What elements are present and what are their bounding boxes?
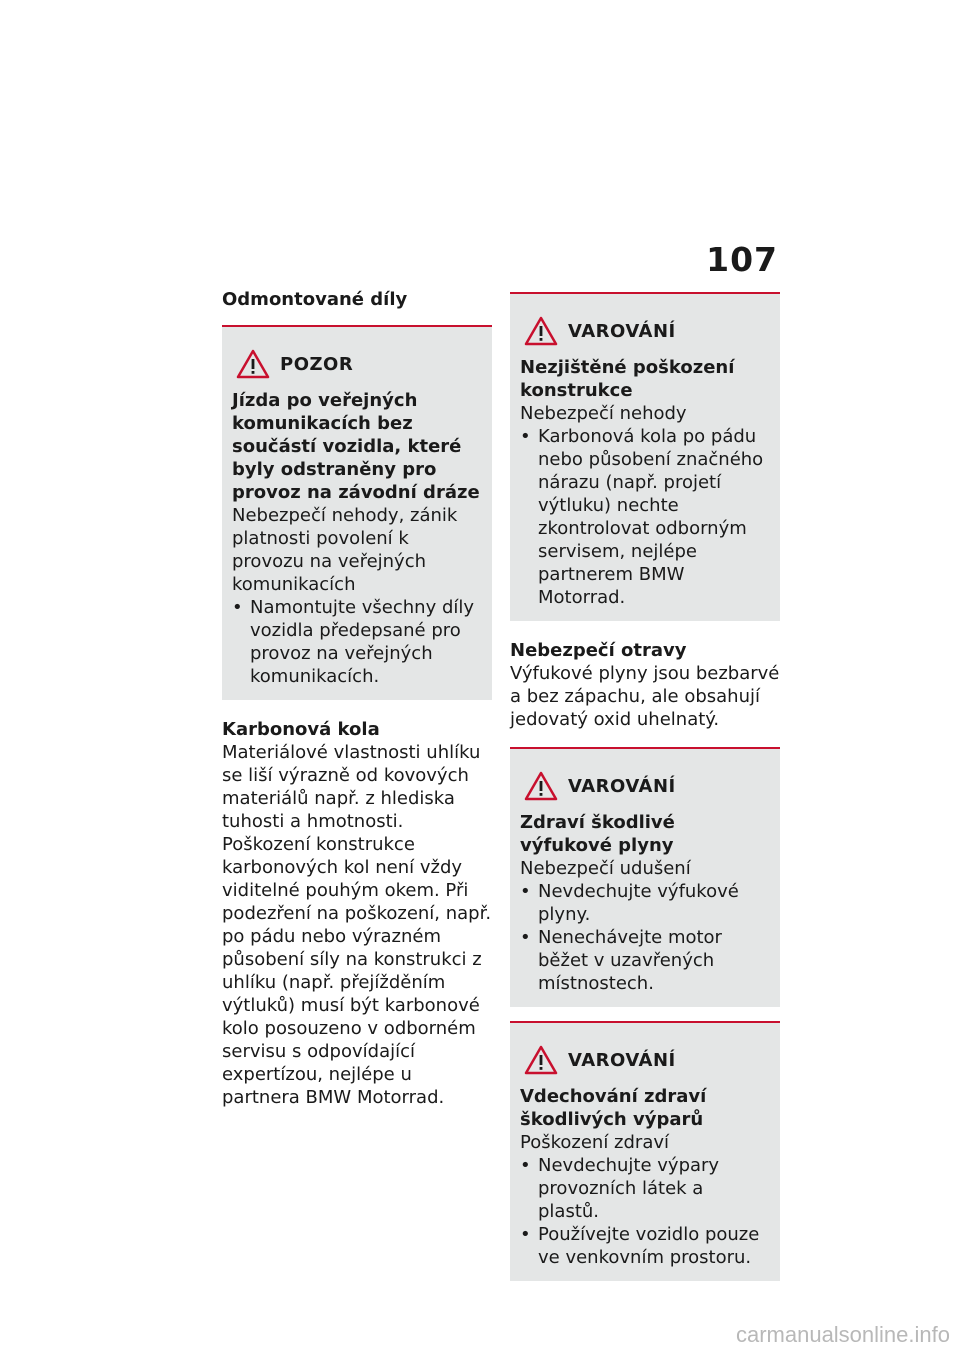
warning-bullet: • Nevdechujte výpary provozních látek a plastů. (520, 1154, 770, 1223)
caution-title: Jízda po veřejných komunikacích bez součástí vozidla, které byly odstraněny pro provoz na závodní dráze (232, 390, 480, 503)
warning-bullet: • Nenechávejte motor běžet v uzavřených místnostech. (520, 926, 770, 995)
warning-header (520, 769, 770, 803)
left-column (222, 288, 492, 1109)
warning-box-exhaust-gases (510, 747, 780, 1007)
warning-description: Poškození zdraví (520, 1132, 670, 1153)
page-number: 107 (706, 240, 778, 279)
warning-description: Nebezpečí nehody (520, 403, 687, 424)
warning-bullet: • Nevdechujte výfukové plyny. (520, 880, 770, 926)
warning-header (520, 1043, 770, 1077)
caution-description: Nebezpečí nehody, zánik platnosti povolení k provozu na veřejných komunikacích (232, 505, 458, 595)
carbon-wheels-paragraph-1: Materiálové vlastnosti uhlíku se liší výrazně od kovových materiálů např. z hlediska tuhosti a hmotnosti. (222, 742, 481, 832)
warning-triangle-icon (524, 316, 558, 346)
warning-title: Zdraví škodlivé výfukové plyny (520, 812, 675, 856)
warning-label: VAROVÁNÍ (568, 320, 676, 342)
warning-bullets (520, 425, 770, 609)
warning-header (520, 314, 770, 348)
section-heading-carbon-wheels: Karbonová kola (222, 719, 380, 740)
warning-title: Vdechování zdraví škodlivých výparů (520, 1086, 707, 1130)
warning-description: Nebezpečí udušení (520, 858, 691, 879)
warning-triangle-icon (524, 1045, 558, 1075)
section-heading-poisoning: Nebezpečí otravy (510, 640, 687, 661)
warning-box-harmful-vapours (510, 1021, 780, 1281)
warning-label: VAROVÁNÍ (568, 775, 676, 797)
caution-bullets (232, 596, 482, 688)
poisoning-paragraph: Výfukové plyny jsou bezbarvé a bez zápachu, ale obsahují jedovatý oxid uhelnatý. (510, 663, 780, 730)
warning-title: Nezjištěné poškození konstrukce (520, 357, 735, 401)
warning-triangle-icon (236, 349, 270, 379)
caution-label: POZOR (280, 353, 354, 375)
warning-triangle-icon (524, 771, 558, 801)
watermark: carmanualsonline.info (735, 1322, 950, 1347)
caution-bullet: • Namontujte všechny díly vozidla předepsané pro provoz na veřejných komunikacích. (232, 596, 482, 688)
caution-box (222, 325, 492, 700)
warning-bullets (520, 880, 770, 995)
warning-label: VAROVÁNÍ (568, 1049, 676, 1071)
warning-bullet: • Používejte vozidlo pouze ve venkovním prostoru. (520, 1223, 770, 1269)
warning-box-structural-damage (510, 292, 780, 621)
warning-bullets (520, 1154, 770, 1269)
carbon-wheels-paragraph-2: Poškození konstrukce karbonových kol není vždy viditelné pouhým okem. Při podezření na poškození, např. po pádu nebo výrazném působení síly na konstrukci z uhlíku (např. přejížděním výtluků) musí být karbonové kolo posouzeno v odborném servisu s odpovídající expertízou, nejlépe u partnera BMW Motorrad. (222, 834, 492, 1108)
warning-bullet: • Karbonová kola po pádu nebo působení značného nárazu (např. projetí výtluku) nechte zkontrolovat odborným servisem, nejlépe partnerem BMW Motorrad. (520, 425, 770, 609)
caution-header (232, 347, 482, 381)
right-column (510, 292, 780, 1281)
section-heading-removed-parts: Odmontované díly (222, 289, 408, 310)
